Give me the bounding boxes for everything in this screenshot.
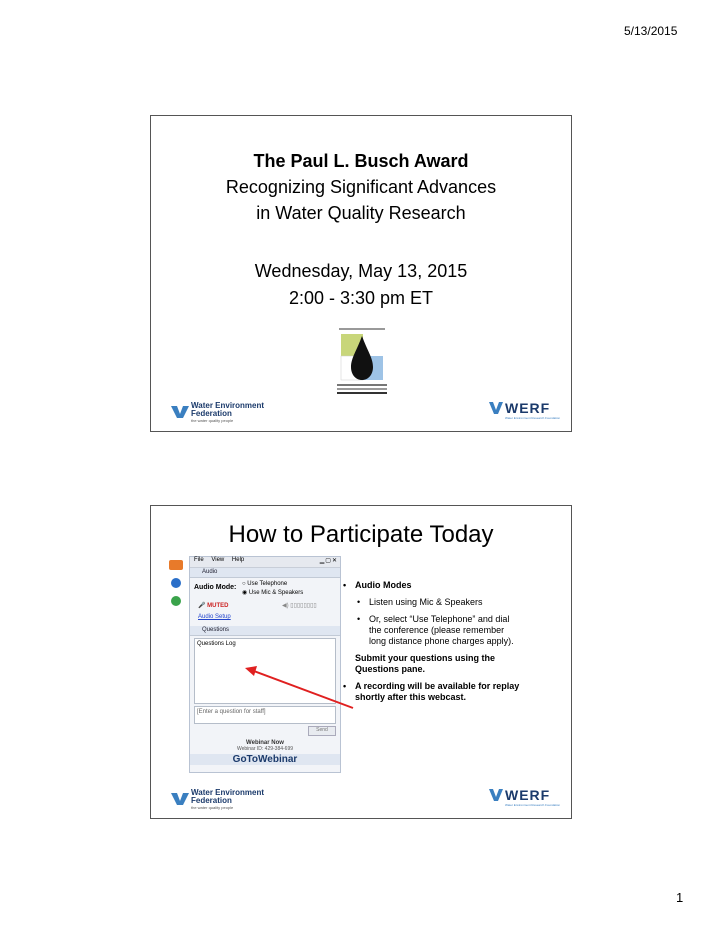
wef-name-1: Water Environment — [191, 788, 265, 797]
audio-section-header[interactable]: Audio — [190, 568, 340, 578]
bullet-telephone: • Or, select “Use Telephone” and dial the conference (please remember long distance phone charges apply). — [355, 614, 521, 647]
gotowebinar-brand: GoToWebinar — [190, 754, 340, 765]
webinar-title: Webinar Now — [246, 740, 284, 746]
bullet-questions: Submit your questions using the Questions pane. — [355, 653, 496, 674]
page-number: 1 — [676, 890, 684, 905]
side-toolbar — [169, 560, 183, 640]
werf-tagline: Water Environment Research Foundation — [505, 803, 561, 807]
werf-endowment-logo — [331, 326, 393, 394]
send-button[interactable]: Send — [308, 726, 336, 736]
instructions-list — [341, 580, 521, 703]
webinar-id: Webinar ID: 429-384-699 — [236, 746, 294, 752]
menu-view[interactable]: View — [211, 557, 225, 563]
question-input[interactable]: [Enter a question for staff] — [194, 706, 336, 724]
werf-mark-icon — [489, 402, 503, 414]
screen-icon[interactable] — [171, 578, 181, 588]
werf-name: WERF — [505, 787, 551, 803]
audio-setup-link[interactable]: Audio Setup — [198, 614, 231, 620]
bullet-recording: • A recording will be available for replay shortly after this webcast. — [341, 681, 521, 703]
wef-mark-icon — [171, 791, 189, 805]
bullet-mic: • Listen using Mic & Speakers — [355, 597, 521, 608]
werf-tagline: Water Environment Research Foundation — [505, 416, 561, 420]
menu-bar — [190, 557, 340, 568]
subtitle-line2: in Water Quality Research — [256, 203, 466, 223]
menu-help[interactable]: Help — [231, 557, 245, 563]
muted-label: MUTED — [207, 603, 229, 609]
wef-mark-icon — [171, 404, 189, 418]
volume-meter: ◀) ▯▯▯▯▯▯▯▯ — [282, 603, 317, 609]
hand-icon[interactable] — [171, 596, 181, 606]
event-time: 2:00 - 3:30 pm ET — [288, 288, 434, 308]
wef-name-1: Water Environment — [191, 401, 265, 410]
wef-name-2: Federation — [191, 796, 232, 805]
award-title: The Paul L. Busch Award — [253, 151, 469, 171]
menu-file[interactable]: File — [194, 557, 204, 563]
wef-name-2: Federation — [191, 409, 232, 418]
muted-status[interactable]: 🎤 MUTED — [198, 603, 229, 609]
header-date: 5/13/2015 — [624, 24, 678, 38]
collapse-icon[interactable] — [169, 560, 183, 570]
questions-section-header[interactable]: Questions — [190, 626, 340, 636]
wef-tagline: the water quality people — [191, 805, 234, 810]
werf-name: WERF — [505, 400, 551, 416]
werf-mark-icon — [489, 789, 503, 801]
slide-participate — [150, 505, 572, 819]
mic-label: Use Mic & Speakers — [248, 590, 304, 596]
wef-tagline: the water quality people — [191, 418, 234, 423]
slide-heading: How to Participate Today — [228, 521, 494, 548]
audio-pane — [190, 578, 340, 614]
questions-log: Questions Log — [194, 638, 336, 704]
audio-mode-label: Audio Mode: — [194, 584, 237, 591]
event-date: Wednesday, May 13, 2015 — [254, 261, 468, 281]
telephone-label: Use Telephone — [247, 581, 288, 587]
subtitle-line1: Recognizing Significant Advances — [225, 177, 497, 197]
option-telephone[interactable]: ○ Use Telephone — [242, 581, 288, 587]
window-controls[interactable]: ▁▢✕ — [319, 558, 338, 564]
slide-title — [150, 115, 572, 432]
bullet-audio-modes: • Audio Modes — [341, 580, 521, 591]
option-mic[interactable]: ◉ Use Mic & Speakers — [242, 590, 304, 596]
